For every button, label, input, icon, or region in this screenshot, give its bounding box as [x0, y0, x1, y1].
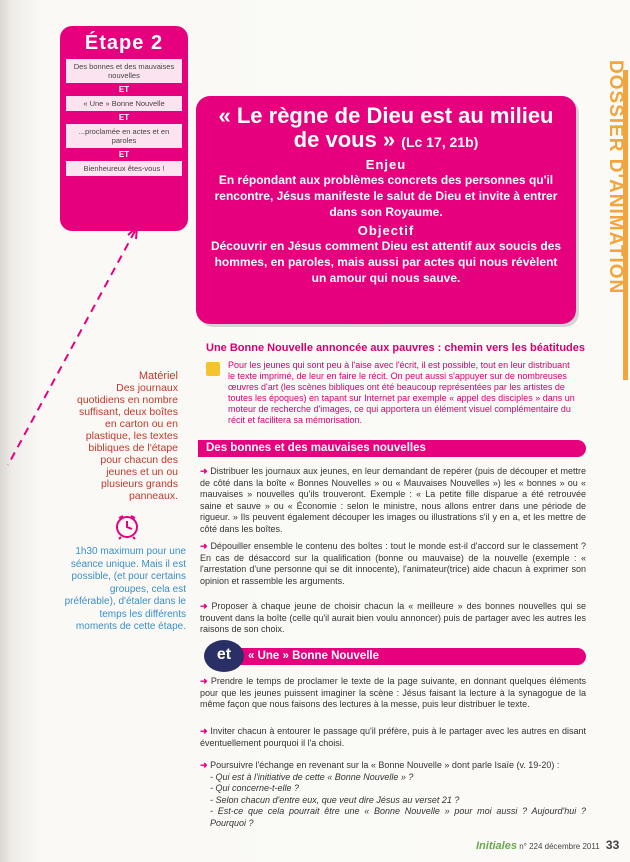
- materiel-note: [70, 370, 178, 502]
- etape-box: [60, 26, 188, 231]
- duration-note: 1h30 maximum pour une séance unique. Mais il est possible, (et pour certains groupes, cela est préférable), d'étaler dans le temps les différents moments de cette étape.: [64, 546, 186, 632]
- etape-title: Étape 2: [84, 32, 164, 54]
- paragraph: ➜ Poursuivre l'échange en revenant sur la « Bonne Nouvelle » dont parle Isaïe (v. 19-20) : - Qui est à l'initiative de cette « Bonne Nouvelle » ? - Qui concerne-t-elle ? - Selon chacun d'entre eux, que veut dire Jésus au verset 21 ? - Est-ce que cela pourrait être une « Bonne Nouvelle » pour moi aussi ? Aujourd'hui ? Pourquoi ?: [200, 760, 586, 828]
- question: - Est-ce que cela pourrait être une « Bonne Nouvelle » pour moi aussi ? Aujourd'hui ? Pourquoi ?: [210, 806, 586, 828]
- intro-text: Pour les jeunes qui sont peu à l'aise avec l'écrit, il est possible, tout en leur distribuant le texte imprimé, de leur en faire le récit. On peut aussi s'appuyer sur de nombreuses œuvres d'art (les scènes bibliques ont été beaucoup représentées par les artistes de toutes les époques) en tapant sur Internet par exemple « appel des disciples » dans un moteur de recherche d'images, ce qui apportera un élément visuel complémentaire du récit et facilitera sa mémorisation.: [228, 360, 575, 425]
- objectif-text: Découvrir en Jésus comment Dieu est attentif aux soucis des hommes, en paroles, mais aussi par actes qui nous révèlent un amour qui nous sauve.: [210, 239, 562, 285]
- arrow-icon: ➜: [200, 601, 208, 611]
- etape-item: Bienheureux êtes-vous !: [66, 161, 182, 176]
- arrow-icon: ➜: [200, 541, 208, 551]
- etape-item: « Une » Bonne Nouvelle: [66, 96, 182, 111]
- arrow-icon: ➜: [200, 466, 208, 476]
- paragraph: ➜ Prendre le temps de proclamer le texte de la page suivante, en donnant quelques éléments pour que les jeunes puissent imaginer la scène : Jésus faisant la lecture à la synagogue de la même façon que nous faisons des lectures à la messe, puis leur distribuer le texte.: [200, 676, 586, 710]
- et-badge: et: [204, 640, 244, 672]
- main-box: [196, 96, 576, 324]
- section-heading-2: « Une » Bonne Nouvelle: [240, 648, 586, 665]
- clock-icon: [114, 514, 140, 540]
- page-number: 33: [605, 838, 620, 852]
- objectif-heading: Objectif: [357, 223, 415, 238]
- section-heading-1: Des bonnes et des mauvaises nouvelles: [198, 440, 586, 457]
- paragraph: ➜ Proposer à chaque jeune de choisir chacun la « meilleure » des bonnes nouvelles qui se trouvent dans la boîte (celle qu'il aurait bien voulu annoncer) puis de partager avec les autres les raisons de son choix.: [200, 601, 586, 635]
- main-title: « Le règne de Dieu est au milieu de vous » (Lc 17, 21b): [218, 103, 554, 152]
- question: - Selon chacun d'entre eux, que veut dire Jésus au verset 21 ?: [210, 794, 460, 805]
- enjeu-text: En répondant aux problèmes concrets des personnes qu'il rencontre, Jésus manifeste le salut de Dieu et invite à entrer dans son Royaume.: [214, 173, 558, 219]
- main-ref: (Lc 17, 21b): [401, 134, 479, 150]
- brand-logo: Initiales: [476, 840, 517, 852]
- materiel-heading: Matériel: [138, 370, 178, 382]
- star-icon: [206, 362, 220, 376]
- question: - Qui est à l'initiative de cette « Bonne Nouvelle » ?: [210, 771, 414, 782]
- arrow-icon: ➜: [200, 726, 208, 736]
- paragraph: ➜ Inviter chacun à entourer le passage qu'il préfère, puis à le partager avec les autres en disant éventuellement pourquoi il l'a choisi.: [200, 726, 586, 748]
- etape-separator: ET: [118, 113, 130, 122]
- section-subtitle: Une Bonne Nouvelle annoncée aux pauvres : chemin vers les béatitudes: [206, 342, 586, 354]
- paragraph: ➜ Distribuer les journaux aux jeunes, en leur demandant de repérer (puis de découper et mettre de côté dans la boîte « Bonnes Nouvelles » ou « Mauvaises Nouvelles ») les « bonnes » ou « mauvaises » nouvelles qu'ils trouveront. Exemple : « La petite fille disparue a été retrouvée saine et sauve » ou « Économie : selon le ministre, nous allons entrer dans une période de rigueur. » Ils peuvent également découper les images ou illustrations s'il y en a, et les mettre de côté dans les boîtes.: [200, 466, 586, 534]
- paragraph: ➜ Dépouiller ensemble le contenu des boîtes : tout le monde est-il d'accord sur le classement ? En cas de désaccord sur la qualification (bonne ou mauvaise) de la nouvelle (exemple : « l'arrestation d'une personne qui se dit innocente), l'animateur(trice) aide chacun à exprimer son opinion et rassemble les arguments.: [200, 541, 586, 586]
- enjeu-heading: Enjeu: [365, 157, 407, 172]
- issue-label: n° 224 décembre 2011: [519, 842, 600, 851]
- side-banner: DOSSIER D'ANIMATION: [605, 60, 626, 295]
- etape-item: ...proclamée en actes et en paroles: [66, 124, 182, 148]
- question: - Qui concerne-t-elle ?: [210, 783, 300, 794]
- footer: [476, 838, 619, 852]
- materiel-text: Des journaux quotidiens en nombre suffisant, deux boîtes en carton ou en plastique, les textes bibliques de l'étape pour chacun des jeunes et un ou plusieurs grands panneaux.: [77, 382, 178, 502]
- etape-separator: ET: [118, 150, 130, 159]
- arrow-icon: ➜: [200, 760, 208, 770]
- etape-item: Des bonnes et des mauvaises nouvelles: [66, 59, 182, 83]
- arrow-icon: ➜: [200, 676, 208, 686]
- etape-separator: ET: [118, 85, 130, 94]
